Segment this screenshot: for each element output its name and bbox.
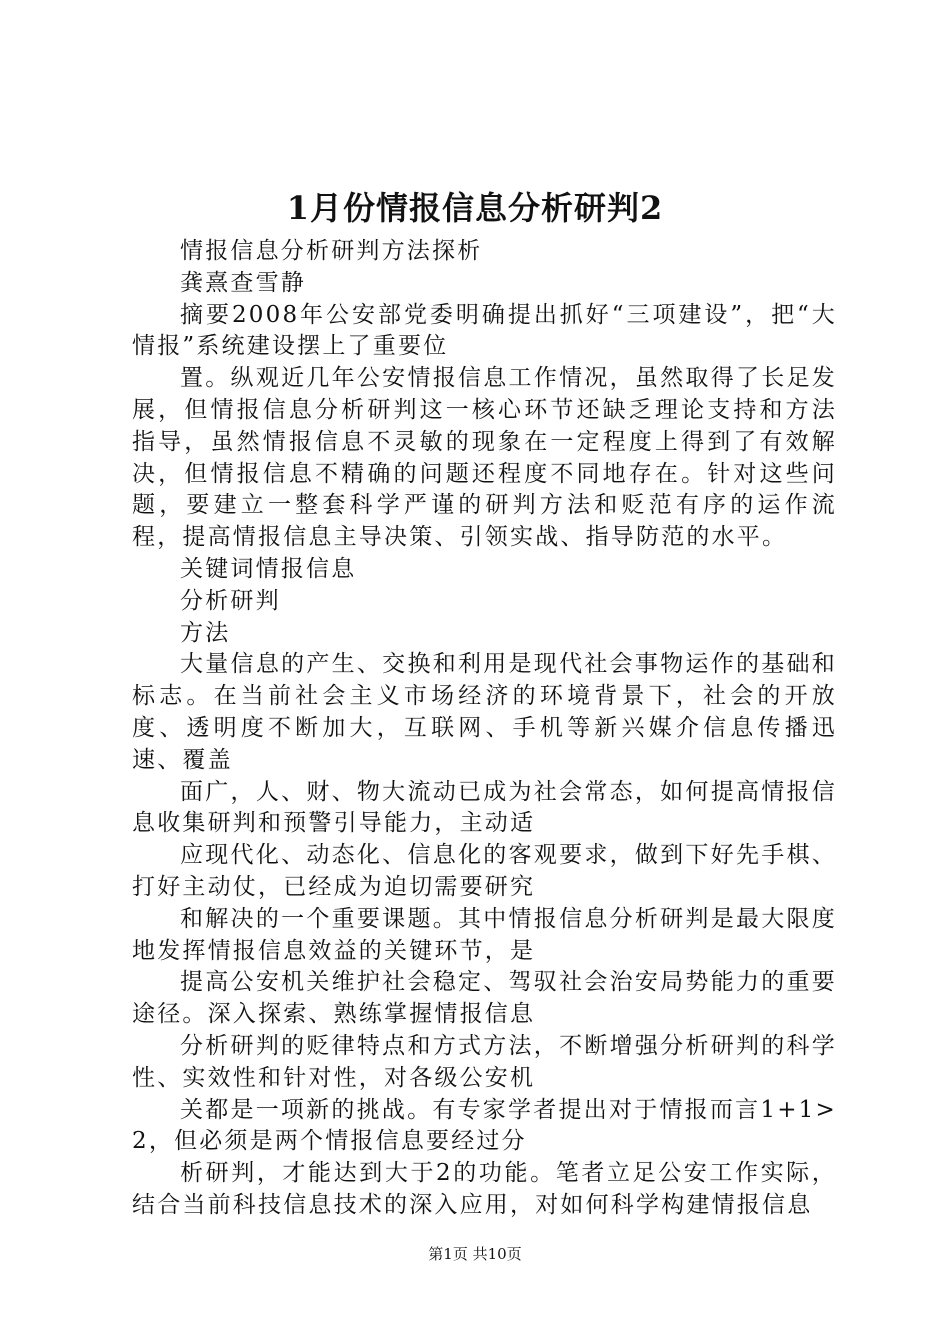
paragraph-subtitle: 情报信息分析研判方法探析	[180, 238, 483, 264]
paragraph-abstract-body: 置。纵观近几年公安情报信息工作情况，虽然取得了长足发展，但情报信息分析研判这一核心环节还缺乏理论支持和方法指导，虽然情报信息不灵敏的现象在一定程度上得到了有效解决，但情报信息不精确的问题还程度不同地存在。针对这些问题，要建立一整套科学严谨的研判方法和贬范有序的运作流程，提高情报信息主导决策、引领实战、指导防范的水平。	[132, 365, 837, 551]
document-body	[132, 236, 837, 1222]
paragraph-body-1: 大量信息的产生、交换和利用是现代社会事物运作的基础和标志。在当前社会主义市场经济的环境背景下，社会的开放度、透明度不断加大，互联网、手机等新兴媒介信息传播迅速、覆盖	[132, 651, 837, 773]
paragraph-keyword-3: 方法	[180, 619, 231, 646]
paragraph-keywords: 关键词情报信息	[180, 555, 357, 582]
paragraph-body-4: 和解决的一个重要课题。其中情报信息分析研判是最大限度地发挥情报信息效益的关键环节，是	[132, 905, 837, 964]
paragraph-body-8: 析研判，才能达到大于2的功能。笔者立足公安工作实际，结合当前科技信息技术的深入应用，对如何科学构建情报信息	[132, 1160, 837, 1218]
paragraph-body-3: 应现代化、动态化、信息化的客观要求，做到下好先手棋、打好主动仗，已经成为迫切需要研究	[132, 842, 837, 900]
paragraph-body-6: 分析研判的贬律特点和方式方法，不断增强分析研判的科学性、实效性和针对性，对各级公安机	[132, 1032, 837, 1091]
paragraph-body-5: 提高公安机关维护社会稳定、驾驭社会治安局势能力的重要途径。深入探索、熟练掌握情报信息	[132, 969, 837, 1028]
paragraph-body-7: 关都是一项新的挑战。有专家学者提出对于情报而言1+1>2，但必须是两个情报信息要经过分	[132, 1096, 837, 1155]
document-title: 1月份情报信息分析研判2	[286, 189, 664, 227]
paragraph-keyword-2: 分析研判	[180, 587, 281, 614]
paragraph-authors: 龚熹查雪静	[180, 269, 306, 296]
paragraph-body-2: 面广，人、财、物大流动已成为社会常态，如何提高情报信息收集研判和预警引导能力，主动适	[132, 778, 837, 837]
paragraph-abstract-intro: 摘要2008年公安部党委明确提出抓好“三项建设”，把“大情报”系统建设摆上了重要位	[132, 301, 837, 360]
page-footer: 第1页 共10页	[428, 1245, 522, 1263]
